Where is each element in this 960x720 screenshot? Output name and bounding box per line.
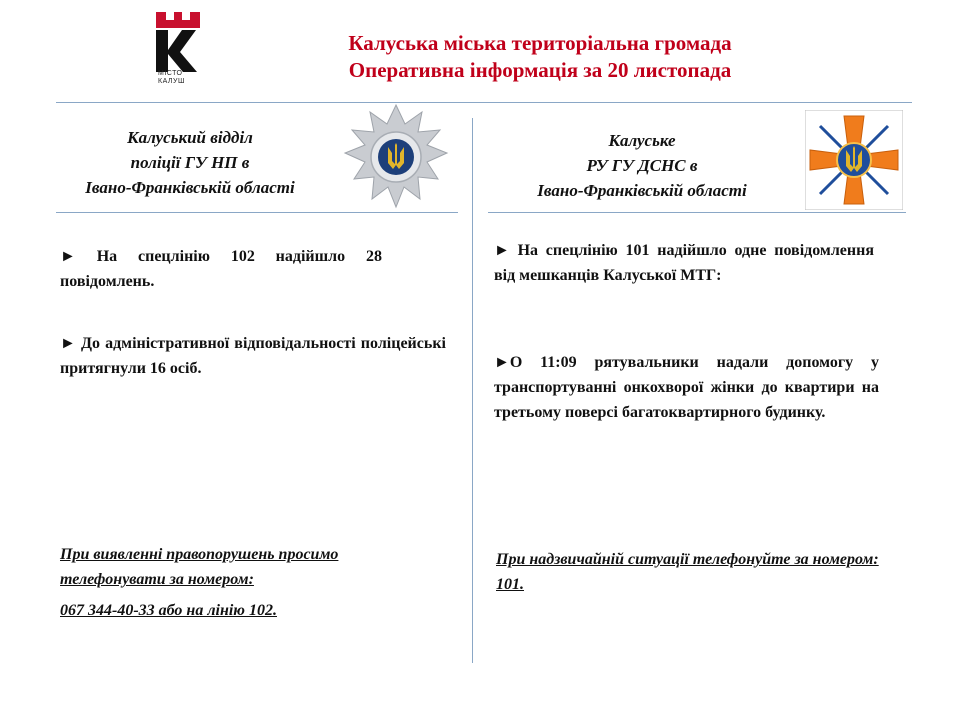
header-divider <box>56 102 912 103</box>
police-org-line-1: Калуський відділ <box>127 128 253 147</box>
page-title <box>240 30 840 84</box>
dsns-contact: При надзвичайній ситуації телефонуйте за номером: 101. <box>496 551 879 593</box>
police-contact-request: При виявленні правопорушень просимо телефонувати за номером: <box>60 546 339 588</box>
police-org-line-2: поліції ГУ НП в <box>130 153 250 172</box>
dsns-report-calls: ► На спецлінію 101 надійшло одне повідомлення від мешканців Калуської МТГ: <box>494 242 874 284</box>
logo-caption-line-2: КАЛУШ <box>158 78 185 85</box>
title-line-2: Оперативна інформація за 20 листопада <box>348 58 732 82</box>
police-org-name <box>60 125 320 200</box>
police-contact-phone: 067 344-40-33 або на лінію 102. <box>60 602 277 619</box>
dsns-org-name <box>492 128 792 203</box>
logo-caption-line-1: МІСТО <box>158 70 183 77</box>
dsns-report-rescue: ►О 11:09 рятувальники надали допомогу у транспортуванні онкохворої жінки до квартири на третьому поверсі багатоквартирного будинку. <box>494 354 879 421</box>
police-org-line-3: Івано-Франківській області <box>85 178 295 197</box>
dsns-org-line-2: РУ ГУ ДСНС в <box>586 156 698 175</box>
logo-caption <box>158 70 185 86</box>
police-report-offenders: ► До адміністративної відповідальності поліцейські притягнули 16 осіб. <box>60 335 446 377</box>
dsns-org-line-1: Калуське <box>608 131 676 150</box>
dsns-org-line-3: Івано-Франківській області <box>537 181 747 200</box>
dsns-header-divider <box>488 212 906 213</box>
column-divider <box>472 118 473 663</box>
title-line-1: Калуська міська територіальна громада <box>348 31 732 55</box>
police-star-badge-icon <box>340 103 452 211</box>
police-header-divider <box>56 212 458 213</box>
police-report-calls: ► На спецлінію 102 надійшло 28 повідомлень. <box>60 248 382 290</box>
dsns-cross-emblem-icon <box>805 110 903 210</box>
